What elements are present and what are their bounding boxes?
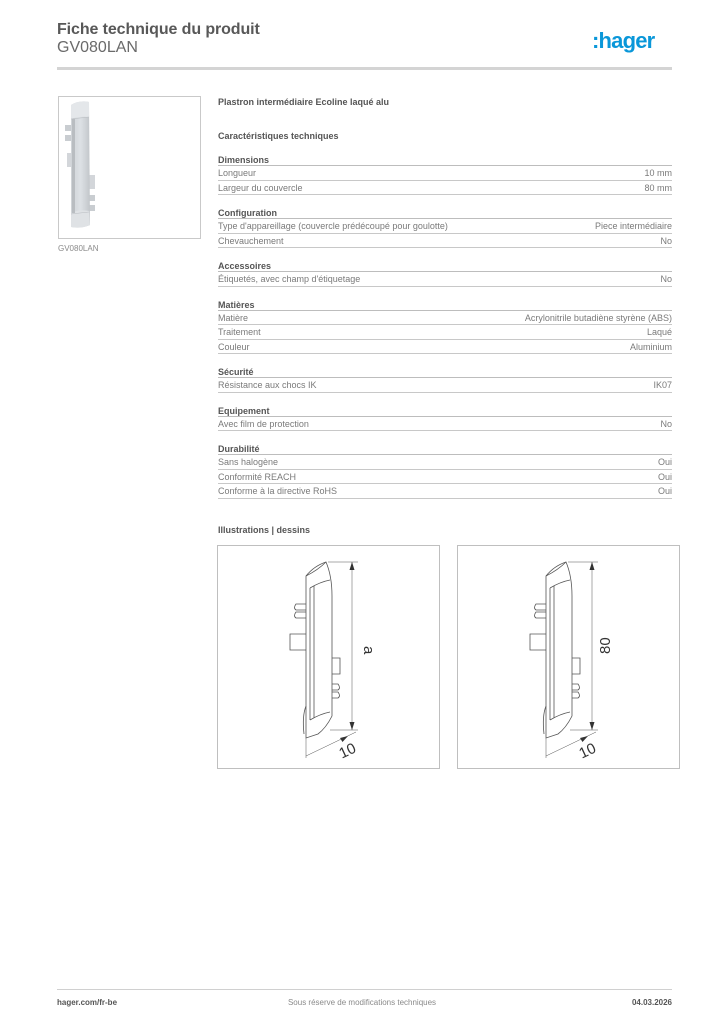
footer-divider — [57, 989, 672, 990]
hager-logo: :hager — [592, 28, 655, 53]
row-value: Oui — [657, 471, 672, 482]
product-code: GV080LAN — [57, 39, 138, 56]
table-row — [218, 378, 672, 393]
row-label: Chevauchement — [218, 235, 284, 246]
section-accessoires — [218, 260, 672, 287]
row-value: Oui — [657, 486, 672, 496]
section-dimensions — [218, 154, 672, 195]
section-configuration — [218, 207, 672, 248]
height-label: 80 — [597, 637, 614, 654]
product-image-caption: GV080LAN — [58, 244, 99, 253]
footer-website-link[interactable]: hager.com/fr-be — [57, 998, 118, 1007]
table-row — [218, 455, 672, 470]
table-row — [218, 181, 672, 196]
row-label: Résistance aux chocs IK — [218, 380, 317, 390]
row-value: Laqué — [646, 327, 672, 337]
section-matieres — [218, 299, 672, 355]
header-divider — [57, 67, 672, 70]
row-label: Traitement — [218, 327, 261, 337]
table-row — [218, 470, 672, 485]
drawing-generic — [217, 545, 440, 769]
height-label: a — [360, 646, 377, 655]
footer-date: 04.03.2026 — [631, 998, 672, 1007]
row-value: No — [660, 274, 672, 284]
row-label: Sans halogène — [218, 457, 279, 467]
row-label: Couleur — [218, 341, 250, 352]
section-title: Accessoires — [218, 260, 672, 272]
table-row — [218, 234, 672, 249]
row-value: Piece intermédiaire — [594, 221, 672, 231]
section-securite — [218, 366, 672, 393]
row-label: Conformité REACH — [218, 471, 297, 482]
row-label: Longueur — [218, 168, 257, 178]
technical-drawing-icon — [458, 546, 681, 770]
footer-disclaimer: Sous réserve de modifications techniques — [287, 998, 437, 1007]
row-value: No — [660, 418, 672, 429]
depth-label: 10 — [336, 739, 359, 763]
table-row — [218, 166, 672, 181]
depth-label: 10 — [576, 739, 599, 763]
table-row — [218, 311, 672, 326]
section-title: Dimensions — [218, 154, 672, 166]
technical-specs — [218, 96, 672, 499]
row-value: IK07 — [653, 380, 672, 390]
product-photo-icon — [59, 97, 201, 239]
section-title: Configuration — [218, 207, 672, 219]
row-value: Oui — [657, 457, 672, 467]
drawing-dimensions — [457, 545, 680, 769]
product-image — [58, 96, 201, 239]
table-row — [218, 484, 672, 499]
row-label: Conforme à la directive RoHS — [218, 486, 338, 496]
section-durabilite — [218, 443, 672, 499]
row-label: Type d'appareillage (couvercle prédécoupé pour goulotte) — [218, 221, 448, 231]
document-title: Fiche technique du produit — [57, 21, 260, 38]
illustrations-heading: Illustrations | dessins — [218, 525, 311, 535]
row-value: 80 mm — [644, 182, 672, 193]
row-value: 10 mm — [644, 168, 672, 178]
section-equipement — [218, 405, 672, 432]
product-name: Plastron intermédiaire Ecoline laqué alu — [218, 97, 390, 107]
row-value: No — [660, 235, 672, 246]
row-label: Avec film de protection — [218, 418, 309, 429]
tech-heading: Caractéristiques techniques — [218, 131, 339, 141]
table-row — [218, 340, 672, 355]
row-label: Étiquetés, avec champ d'étiquetage — [218, 274, 361, 284]
table-row — [218, 325, 672, 340]
table-row — [218, 272, 672, 287]
row-value: Acrylonitrile butadiène styrène (ABS) — [524, 312, 672, 323]
section-title: Durabilité — [218, 443, 672, 455]
row-value: Aluminium — [629, 341, 672, 352]
table-row — [218, 219, 672, 234]
section-title: Equipement — [218, 405, 672, 417]
row-label: Matière — [218, 312, 249, 323]
section-title: Sécurité — [218, 366, 672, 378]
section-title: Matières — [218, 299, 672, 311]
technical-drawing-icon — [218, 546, 441, 770]
table-row — [218, 417, 672, 432]
row-label: Largeur du couvercle — [218, 182, 303, 193]
